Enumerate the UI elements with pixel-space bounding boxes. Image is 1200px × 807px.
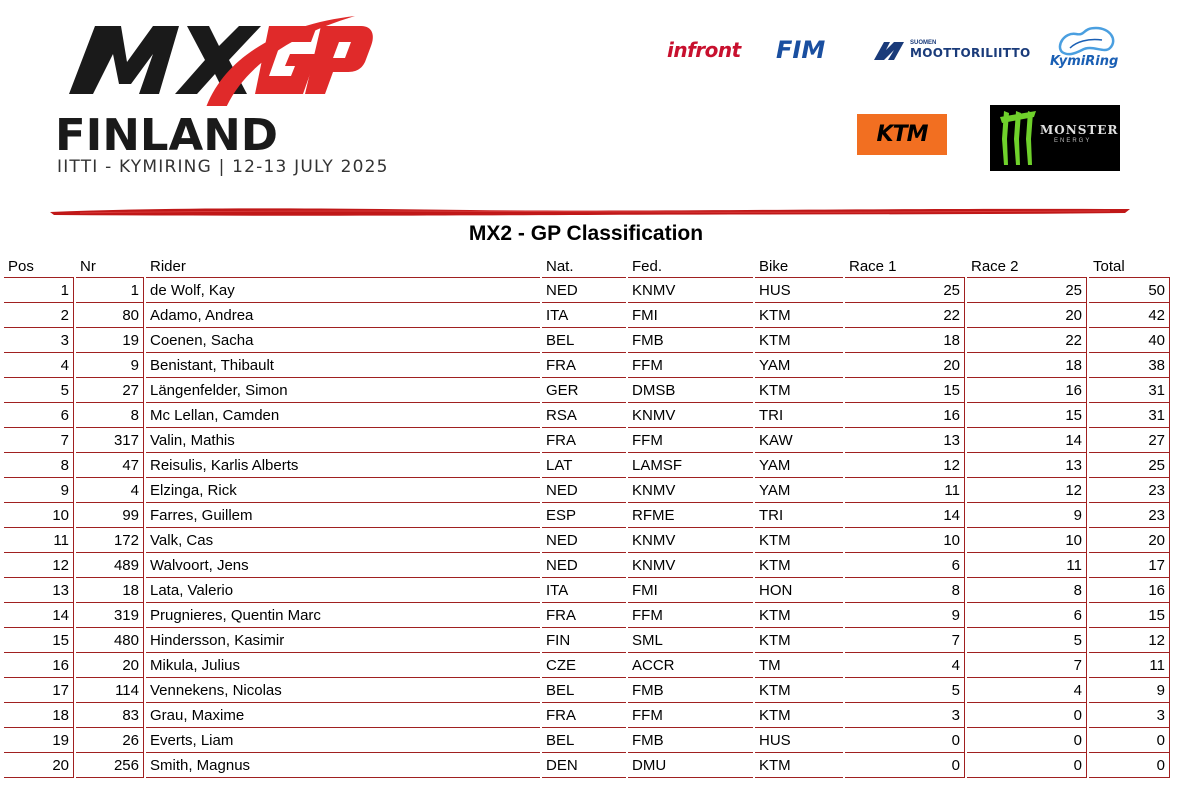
cell-fed: LAMSF <box>628 453 753 478</box>
cell-pos: 3 <box>4 328 74 353</box>
cell-total: 25 <box>1089 453 1170 478</box>
cell-bike: KTM <box>755 303 843 328</box>
cell-nat: ESP <box>542 503 626 528</box>
col-header-nr: Nr <box>76 255 144 278</box>
table-row <box>4 728 1170 753</box>
cell-nat: LAT <box>542 453 626 478</box>
cell-nr: 319 <box>76 603 144 628</box>
table-row <box>4 703 1170 728</box>
cell-total: 31 <box>1089 403 1170 428</box>
cell-bike: KTM <box>755 678 843 703</box>
cell-race1: 0 <box>845 728 965 753</box>
monster-claw-icon <box>998 109 1038 167</box>
cell-rider: Adamo, Andrea <box>146 303 540 328</box>
cell-race1: 5 <box>845 678 965 703</box>
col-header-fed: Fed. <box>628 255 753 278</box>
table-row <box>4 553 1170 578</box>
cell-total: 12 <box>1089 628 1170 653</box>
cell-nat: FRA <box>542 428 626 453</box>
cell-nr: 1 <box>76 278 144 303</box>
cell-bike: KTM <box>755 603 843 628</box>
cell-fed: FMB <box>628 678 753 703</box>
sponsor-monster-energy-logo <box>990 105 1120 171</box>
cell-race2: 12 <box>967 478 1087 503</box>
cell-bike: KAW <box>755 428 843 453</box>
cell-pos: 10 <box>4 503 74 528</box>
cell-rider: Vennekens, Nicolas <box>146 678 540 703</box>
cell-race1: 14 <box>845 503 965 528</box>
cell-total: 38 <box>1089 353 1170 378</box>
table-row <box>4 378 1170 403</box>
cell-total: 0 <box>1089 753 1170 778</box>
cell-rider: Grau, Maxime <box>146 703 540 728</box>
cell-nr: 172 <box>76 528 144 553</box>
cell-nr: 9 <box>76 353 144 378</box>
cell-race1: 0 <box>845 753 965 778</box>
cell-fed: FFM <box>628 353 753 378</box>
cell-nat: FRA <box>542 353 626 378</box>
cell-nr: 26 <box>76 728 144 753</box>
cell-rider: Everts, Liam <box>146 728 540 753</box>
cell-pos: 1 <box>4 278 74 303</box>
cell-nat: NED <box>542 553 626 578</box>
event-country: FINLAND <box>55 110 279 161</box>
cell-fed: FMI <box>628 303 753 328</box>
cell-race2: 0 <box>967 728 1087 753</box>
cell-nr: 27 <box>76 378 144 403</box>
cell-race2: 0 <box>967 753 1087 778</box>
cell-rider: Längenfelder, Simon <box>146 378 540 403</box>
cell-race1: 3 <box>845 703 965 728</box>
cell-nr: 47 <box>76 453 144 478</box>
cell-bike: KTM <box>755 378 843 403</box>
cell-race2: 20 <box>967 303 1087 328</box>
classification-rows <box>4 278 1170 778</box>
cell-fed: DMU <box>628 753 753 778</box>
cell-race2: 8 <box>967 578 1087 603</box>
sponsor-ktm-logo <box>857 114 947 155</box>
cell-bike: TRI <box>755 503 843 528</box>
cell-nat: FRA <box>542 703 626 728</box>
cell-race2: 5 <box>967 628 1087 653</box>
cell-bike: TM <box>755 653 843 678</box>
cell-pos: 9 <box>4 478 74 503</box>
cell-rider: Smith, Magnus <box>146 753 540 778</box>
cell-pos: 11 <box>4 528 74 553</box>
cell-pos: 5 <box>4 378 74 403</box>
cell-nat: CZE <box>542 653 626 678</box>
sponsor-infront-logo: infront <box>667 38 741 62</box>
table-row <box>4 653 1170 678</box>
cell-race1: 13 <box>845 428 965 453</box>
cell-fed: FFM <box>628 703 753 728</box>
cell-total: 11 <box>1089 653 1170 678</box>
cell-pos: 19 <box>4 728 74 753</box>
cell-nat: FIN <box>542 628 626 653</box>
cell-race2: 18 <box>967 353 1087 378</box>
cell-race1: 4 <box>845 653 965 678</box>
cell-bike: KTM <box>755 528 843 553</box>
cell-rider: Reisulis, Karlis Alberts <box>146 453 540 478</box>
cell-nat: ITA <box>542 578 626 603</box>
cell-pos: 13 <box>4 578 74 603</box>
table-header-row <box>4 255 1170 278</box>
cell-total: 40 <box>1089 328 1170 353</box>
col-header-rider: Rider <box>146 255 540 278</box>
cell-pos: 7 <box>4 428 74 453</box>
cell-nr: 4 <box>76 478 144 503</box>
table-row <box>4 678 1170 703</box>
cell-race2: 13 <box>967 453 1087 478</box>
cell-race1: 25 <box>845 278 965 303</box>
cell-fed: KNMV <box>628 478 753 503</box>
cell-nr: 114 <box>76 678 144 703</box>
cell-bike: HUS <box>755 278 843 303</box>
cell-rider: de Wolf, Kay <box>146 278 540 303</box>
cell-race1: 7 <box>845 628 965 653</box>
cell-nr: 256 <box>76 753 144 778</box>
table-row <box>4 403 1170 428</box>
cell-rider: Mc Lellan, Camden <box>146 403 540 428</box>
cell-race2: 25 <box>967 278 1087 303</box>
cell-nr: 317 <box>76 428 144 453</box>
cell-rider: Walvoort, Jens <box>146 553 540 578</box>
cell-pos: 8 <box>4 453 74 478</box>
cell-fed: KNMV <box>628 278 753 303</box>
cell-pos: 20 <box>4 753 74 778</box>
cell-rider: Elzinga, Rick <box>146 478 540 503</box>
cell-total: 27 <box>1089 428 1170 453</box>
cell-bike: YAM <box>755 353 843 378</box>
cell-fed: ACCR <box>628 653 753 678</box>
mxgp-logo <box>55 14 375 106</box>
cell-rider: Prugnieres, Quentin Marc <box>146 603 540 628</box>
table-row <box>4 578 1170 603</box>
cell-total: 50 <box>1089 278 1170 303</box>
cell-total: 17 <box>1089 553 1170 578</box>
table-row <box>4 328 1170 353</box>
cell-nr: 99 <box>76 503 144 528</box>
cell-rider: Valin, Mathis <box>146 428 540 453</box>
cell-rider: Farres, Guillem <box>146 503 540 528</box>
cell-nr: 480 <box>76 628 144 653</box>
cell-bike: KTM <box>755 703 843 728</box>
cell-nr: 20 <box>76 653 144 678</box>
sponsor-fim-logo: FIM <box>776 36 826 64</box>
cell-fed: FFM <box>628 428 753 453</box>
cell-nat: NED <box>542 478 626 503</box>
cell-total: 31 <box>1089 378 1170 403</box>
red-brush-divider <box>50 204 1130 218</box>
cell-bike: YAM <box>755 453 843 478</box>
cell-fed: KNMV <box>628 553 753 578</box>
cell-pos: 14 <box>4 603 74 628</box>
cell-nat: RSA <box>542 403 626 428</box>
cell-bike: KTM <box>755 328 843 353</box>
table-row <box>4 603 1170 628</box>
cell-rider: Coenen, Sacha <box>146 328 540 353</box>
cell-pos: 15 <box>4 628 74 653</box>
cell-pos: 18 <box>4 703 74 728</box>
cell-nat: FRA <box>542 603 626 628</box>
table-row <box>4 528 1170 553</box>
cell-bike: YAM <box>755 478 843 503</box>
table-row <box>4 353 1170 378</box>
cell-pos: 17 <box>4 678 74 703</box>
cell-nat: BEL <box>542 328 626 353</box>
kymiring-track-icon <box>1052 26 1122 56</box>
cell-pos: 2 <box>4 303 74 328</box>
cell-race2: 6 <box>967 603 1087 628</box>
cell-rider: Hindersson, Kasimir <box>146 628 540 653</box>
cell-race2: 0 <box>967 703 1087 728</box>
cell-total: 20 <box>1089 528 1170 553</box>
sponsor-moottoriliitto-logo <box>874 40 1031 64</box>
col-header-total: Total <box>1089 255 1170 278</box>
cell-nat: DEN <box>542 753 626 778</box>
table-row <box>4 478 1170 503</box>
cell-pos: 12 <box>4 553 74 578</box>
cell-rider: Valk, Cas <box>146 528 540 553</box>
table-row <box>4 428 1170 453</box>
cell-nr: 80 <box>76 303 144 328</box>
table-row <box>4 303 1170 328</box>
cell-race2: 11 <box>967 553 1087 578</box>
moottoriliitto-icon <box>874 42 906 60</box>
cell-total: 0 <box>1089 728 1170 753</box>
cell-rider: Lata, Valerio <box>146 578 540 603</box>
cell-race2: 16 <box>967 378 1087 403</box>
cell-nr: 19 <box>76 328 144 353</box>
cell-bike: TRI <box>755 403 843 428</box>
cell-bike: KTM <box>755 628 843 653</box>
cell-race1: 15 <box>845 378 965 403</box>
col-header-race2: Race 2 <box>967 255 1087 278</box>
cell-pos: 4 <box>4 353 74 378</box>
cell-total: 9 <box>1089 678 1170 703</box>
cell-fed: FMB <box>628 728 753 753</box>
cell-race1: 12 <box>845 453 965 478</box>
cell-race2: 22 <box>967 328 1087 353</box>
moottoriliitto-small-text: SUOMEN <box>910 40 937 46</box>
cell-pos: 16 <box>4 653 74 678</box>
cell-total: 16 <box>1089 578 1170 603</box>
cell-fed: DMSB <box>628 378 753 403</box>
cell-race1: 10 <box>845 528 965 553</box>
cell-nr: 18 <box>76 578 144 603</box>
col-header-pos: Pos <box>4 255 74 278</box>
cell-race1: 18 <box>845 328 965 353</box>
cell-bike: KTM <box>755 553 843 578</box>
cell-nat: BEL <box>542 678 626 703</box>
table-row <box>4 753 1170 778</box>
cell-race2: 4 <box>967 678 1087 703</box>
cell-bike: HON <box>755 578 843 603</box>
cell-fed: RFME <box>628 503 753 528</box>
ktm-text: KTM <box>876 122 928 147</box>
event-location-date: IITTI - KYMIRING | 12-13 JULY 2025 <box>57 157 389 177</box>
cell-race1: 8 <box>845 578 965 603</box>
cell-nr: 489 <box>76 553 144 578</box>
classification-table <box>2 255 1172 778</box>
cell-fed: FMI <box>628 578 753 603</box>
col-header-race1: Race 1 <box>845 255 965 278</box>
cell-fed: KNMV <box>628 403 753 428</box>
cell-fed: SML <box>628 628 753 653</box>
moottoriliitto-text: MOOTTORILIITTO <box>910 46 1031 60</box>
table-row <box>4 503 1170 528</box>
cell-nat: NED <box>542 278 626 303</box>
cell-total: 23 <box>1089 478 1170 503</box>
monster-text: MONSTER <box>1040 123 1119 137</box>
cell-nr: 83 <box>76 703 144 728</box>
col-header-bike: Bike <box>755 255 843 278</box>
table-row <box>4 628 1170 653</box>
cell-bike: HUS <box>755 728 843 753</box>
cell-race2: 7 <box>967 653 1087 678</box>
cell-nat: BEL <box>542 728 626 753</box>
cell-rider: Benistant, Thibault <box>146 353 540 378</box>
monster-energy-text: ENERGY <box>1054 138 1092 144</box>
cell-bike: KTM <box>755 753 843 778</box>
cell-race2: 15 <box>967 403 1087 428</box>
cell-race2: 14 <box>967 428 1087 453</box>
cell-fed: KNMV <box>628 528 753 553</box>
col-header-nat: Nat. <box>542 255 626 278</box>
cell-rider: Mikula, Julius <box>146 653 540 678</box>
cell-race1: 20 <box>845 353 965 378</box>
cell-fed: FMB <box>628 328 753 353</box>
cell-nat: ITA <box>542 303 626 328</box>
table-row <box>4 453 1170 478</box>
cell-nr: 8 <box>76 403 144 428</box>
page-title: MX2 - GP Classification <box>468 222 704 245</box>
cell-total: 3 <box>1089 703 1170 728</box>
table-row <box>4 278 1170 303</box>
cell-race1: 9 <box>845 603 965 628</box>
cell-race1: 6 <box>845 553 965 578</box>
cell-nat: NED <box>542 528 626 553</box>
kymiring-text: KymiRing <box>1050 54 1119 69</box>
page-header <box>0 0 1200 222</box>
cell-pos: 6 <box>4 403 74 428</box>
cell-race1: 16 <box>845 403 965 428</box>
cell-total: 42 <box>1089 303 1170 328</box>
cell-total: 23 <box>1089 503 1170 528</box>
cell-race2: 9 <box>967 503 1087 528</box>
cell-total: 15 <box>1089 603 1170 628</box>
cell-race1: 11 <box>845 478 965 503</box>
cell-fed: FFM <box>628 603 753 628</box>
cell-race2: 10 <box>967 528 1087 553</box>
cell-nat: GER <box>542 378 626 403</box>
sponsor-kymiring-logo <box>1050 26 1122 76</box>
cell-race1: 22 <box>845 303 965 328</box>
